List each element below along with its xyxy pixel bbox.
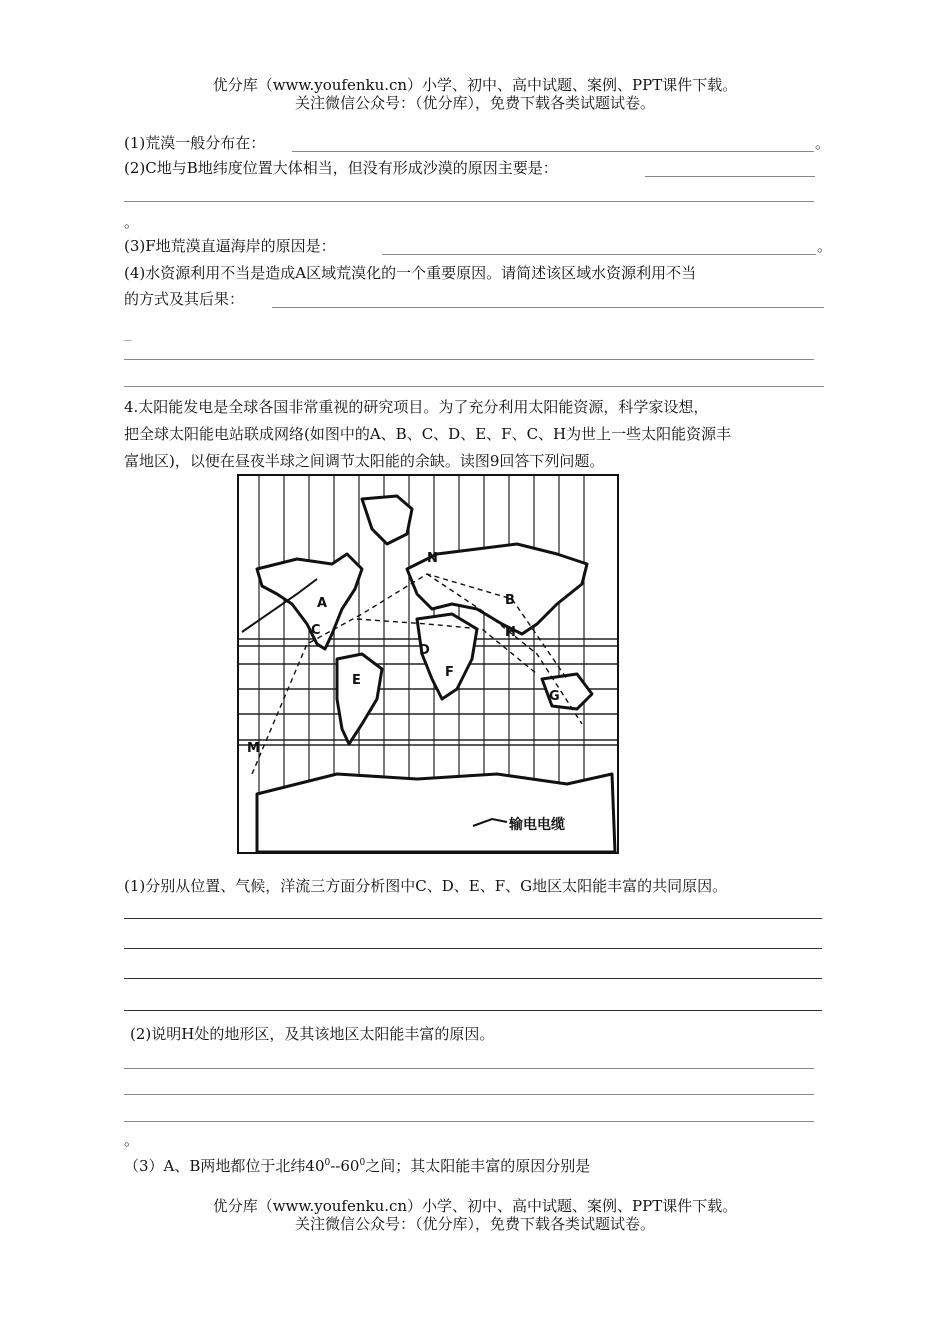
q4-part2-answer-line-2[interactable] [124, 1094, 814, 1095]
q3-part4-dash: _ [124, 323, 132, 341]
q4-part3-text [124, 1156, 590, 1176]
q3-part4-answer-line-c[interactable] [124, 386, 824, 387]
q4-part2-answer-line-3[interactable] [124, 1121, 814, 1122]
map-label-a: A [317, 596, 328, 611]
map-label-h: H [505, 625, 516, 640]
q3-part4-answer-line-b[interactable] [124, 359, 814, 360]
q4-intro-line-2: 把全球太阳能电站联成网络(如图中的A、B、C、D、E、F、C、H为世上一些太阳能资源丰 [124, 425, 732, 443]
map-label-n: N [427, 551, 438, 566]
q3-part2-answer-line-b[interactable] [124, 201, 814, 202]
q3-part2-text: (2)C地与B地纬度位置大体相当，但没有形成沙漠的原因主要是： [124, 159, 558, 177]
q4-part1-answer-line-4[interactable] [124, 1010, 822, 1011]
q4-part2-answer-line-1[interactable] [124, 1068, 814, 1069]
q4-part1-text: (1)分别从位置、气候，洋流三方面分析图中C、D、E、F、G地区太阳能丰富的共同原因。 [124, 877, 728, 895]
map-label-g: G [549, 689, 560, 704]
footer-line-2: 关注微信公众号：（优分库），免费下载各类试题试卷。 [294, 1215, 655, 1233]
map-label-c: C [311, 623, 321, 638]
q3-part3-answer-line[interactable] [382, 254, 816, 255]
q3-part3-text: (3)F地荒漠直逼海岸的原因是： [124, 237, 336, 255]
q4-part3-sup1: 0 [324, 1158, 331, 1168]
q4-part3-pre: （3）A、B两地都位于北纬40 [124, 1157, 325, 1175]
page-footer [0, 1197, 950, 1233]
q4-part2-text: (2)说明H处的地形区，及其该地区太阳能丰富的原因。 [130, 1025, 495, 1043]
q3-part2-end: 。 [124, 213, 140, 231]
map-label-d: D [419, 643, 430, 658]
map-label-f: F [445, 665, 454, 680]
page-header [0, 76, 950, 112]
q4-part3-post: 之间；其太阳能丰富的原因分别是 [365, 1157, 591, 1175]
q4-part1-answer-line-1[interactable] [124, 918, 822, 919]
footer-line-1: 优分库（www.youfenku.cn）小学、初中、高中试题、案例、PPT课件下载。 [212, 1197, 738, 1215]
map-label-b: B [505, 593, 515, 608]
q4-intro-line-1: 4.太阳能发电是全球各国非常重视的研究项目。为了充分利用太阳能资源，科学家设想， [124, 398, 709, 416]
q3-part4-text-b: 的方式及其后果： [124, 290, 245, 308]
q3-part3-end: 。 [817, 237, 833, 255]
header-line-2: 关注微信公众号：（优分库），免费下载各类试题试卷。 [294, 94, 655, 112]
q3-part4-text-a: (4)水资源利用不当是造成A区域荒漠化的一个重要原因。请简述该区域水资源利用不当 [124, 264, 697, 282]
q4-part2-end: 。 [124, 1131, 140, 1149]
q3-part4-answer-line-a[interactable] [272, 307, 824, 308]
q4-intro-line-3: 富地区)，以便在昼夜半球之间调节太阳能的余缺。读图9回答下列问题。 [124, 452, 605, 470]
q4-part3-sup2: 0 [359, 1158, 366, 1168]
header-line-1: 优分库（www.youfenku.cn）小学、初中、高中试题、案例、PPT课件下载。 [212, 76, 738, 94]
q3-part1-text: (1)荒漠一般分布在： [124, 134, 266, 152]
q3-part2-answer-line-a[interactable] [645, 176, 815, 177]
map-label-e: E [352, 673, 361, 688]
q3-part1-answer-line[interactable] [292, 151, 814, 152]
q4-part1-answer-line-3[interactable] [124, 978, 822, 979]
map-label-m: M [247, 741, 260, 756]
q3-part1-end: 。 [815, 134, 831, 152]
legend-label: 输电电缆 [509, 817, 565, 833]
q4-part3-mid: --60 [330, 1157, 360, 1175]
solar-world-map [237, 474, 619, 854]
q4-part1-answer-line-2[interactable] [124, 948, 822, 949]
